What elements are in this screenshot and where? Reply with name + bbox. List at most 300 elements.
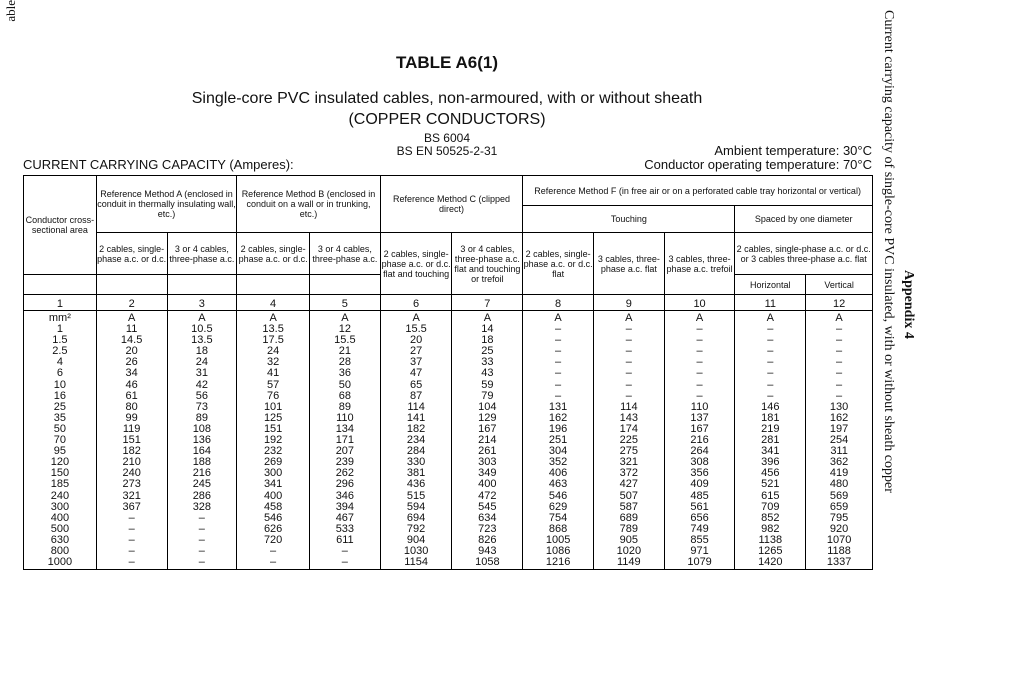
table-cell: 25 [481,345,494,358]
table-cell: – [128,556,135,569]
table-cell: 656 [690,511,709,524]
table-cell: 328 [192,500,212,513]
table-cell: 1265 [758,544,783,557]
table-cell: 167 [690,422,709,435]
table-cell: 545 [478,500,497,513]
table-cell: 855 [690,533,709,546]
table-cell: 59 [481,378,494,391]
table-cell: – [696,323,703,336]
table-cell: 254 [829,434,849,447]
table-cell: 167 [478,422,497,435]
unit-cell: A [625,312,633,324]
table-cell: 905 [619,533,639,546]
table-cell: 162 [548,411,568,424]
unit-cell: A [835,312,843,324]
table-cell: 463 [548,478,568,491]
table-cell: 826 [478,533,497,546]
table-cell: – [555,345,562,358]
table-cell: – [696,367,703,380]
column-number: 8 [523,295,594,311]
table-cell: 27 [409,345,423,358]
header-col-b2: 3 or 4 cables, three-phase a.c. [310,233,381,275]
table-cell: – [270,556,277,569]
column-number: 9 [593,295,664,311]
table-cell: 286 [192,489,212,502]
capacity-grid [23,175,873,570]
table-cell: 352 [548,456,568,469]
table-cell: – [555,389,562,402]
table-cell: 533 [335,522,355,535]
table-cell: 507 [619,489,639,502]
table-cell: 262 [335,467,355,480]
table-cell: – [836,323,843,336]
header-spacer-3 [167,275,237,295]
table-cell: 1149 [617,556,641,569]
table-cell: 284 [406,445,426,458]
header-method-a: Reference Method A (enclosed in conduit in thermally insulating wall, etc.) [96,176,236,233]
table-cell: 110 [336,411,354,424]
table-cell: 304 [548,445,568,458]
table-cell: 4 [56,356,63,369]
table-cell: 362 [829,456,849,469]
table-cell: – [696,389,703,402]
table-cell: 709 [761,500,780,513]
header-touching: Touching [523,206,735,233]
table-cell: 456 [761,467,780,480]
header-method-c: Reference Method C (clipped direct) [380,176,523,233]
table-cell: 37 [409,356,423,369]
table-cell: – [836,356,843,369]
table-cell: 587 [619,500,639,513]
table-cell: 171 [335,434,355,447]
table-cell: 80 [125,400,138,413]
table-cell: 197 [829,422,849,435]
table-cell: 472 [478,489,497,502]
table-cell: 89 [338,400,351,413]
table-cell: 10 [53,378,66,391]
table-cell: – [836,378,843,391]
table-cell: 2.5 [52,345,68,358]
table-cell: 694 [406,511,426,524]
table-cell: 6 [56,367,63,380]
table-cell: 1086 [545,544,571,557]
table-cell: 269 [263,456,283,469]
table-cell: 1079 [687,556,712,569]
standard-bs6004: BS 6004 [423,131,471,145]
table-cell: 630 [50,533,70,546]
table-cell: 114 [620,400,638,413]
table-cell: 216 [690,434,709,447]
table-cell: 16 [53,389,66,402]
header-spacer-1 [24,275,97,295]
table-cell: 852 [761,511,780,524]
table-cell: 1000 [47,556,73,569]
table-cell: 146 [761,400,780,413]
unit-cell: A [695,312,704,324]
table-cell: 381 [406,467,426,480]
table-cell: – [198,511,205,524]
column-values [664,311,735,570]
table-cell: 32 [266,356,280,369]
table-cell: 119 [122,422,141,435]
table-cell: 356 [690,467,709,480]
table-cell: 1337 [826,556,852,569]
table-cell: 26 [125,356,138,369]
table-cell: 73 [195,400,208,413]
column-number: 10 [664,295,735,311]
table-cell: 275 [619,445,639,458]
table-cell: – [767,389,774,402]
table-cell: 1070 [826,533,852,546]
unit-cell: A [483,312,492,324]
table-cell: – [128,533,135,546]
column-number: 1 [24,295,97,311]
table-cell: 372 [619,467,639,480]
table-cell: – [625,345,632,358]
table-cell: 192 [263,434,283,447]
table-cell: 21 [338,345,351,358]
column-number: 12 [806,295,873,311]
column-values [806,311,873,570]
table-cell: 151 [263,422,283,435]
column-number: 5 [310,295,381,311]
table-cell: 10.5 [191,323,213,336]
table-cell: 41 [266,367,280,380]
table-cell: – [696,378,703,391]
header-col-c1: 2 cables, single-phase a.c. or d.c. flat and touching [380,233,452,295]
table-cell: 264 [690,445,709,458]
header-spacer-5 [310,275,381,295]
table-cell: 629 [548,500,568,513]
table-cell: – [625,378,632,391]
table-cell: 216 [192,467,212,480]
table-cell: 321 [122,489,141,502]
header-conductor: Conductor cross-sectional area [24,176,97,275]
header-vertical: Vertical [806,275,873,295]
table-cell: 789 [619,522,639,535]
table-cell: 754 [548,511,568,524]
table-cell: 24 [266,345,280,358]
header-col-a1: 2 cables, single-phase a.c. or d.c. [96,233,167,275]
table-cell: 68 [338,389,351,402]
table-cell: 234 [406,434,426,447]
table-cell: 1.5 [52,334,68,347]
table-cell: 689 [619,511,639,524]
table-cell: 18 [195,345,208,358]
table-cell: 723 [478,522,497,535]
table-cell: 42 [195,378,208,391]
table-cell: 792 [406,522,426,535]
table-cell: 273 [122,478,141,491]
column-number-row [24,295,873,311]
unit-cell: A [554,312,562,324]
table-cell: 1030 [403,544,429,557]
table-cell: 281 [761,434,780,447]
table-cell: 210 [122,456,141,469]
header-spaced: Spaced by one diameter [735,206,873,233]
table-cell: – [767,323,774,336]
table-cell: 56 [195,389,208,402]
table-cell: 427 [619,478,639,491]
header-col-a2: 3 or 4 cables, three-phase a.c. [167,233,237,275]
table-cell: 65 [409,378,423,391]
column-number: 11 [735,295,806,311]
table-cell: 749 [690,522,709,535]
table-cell: 546 [263,511,283,524]
table-cell: 659 [829,500,849,513]
table-cell: 1005 [545,533,571,546]
table-cell: – [198,522,205,535]
table-cell: 1020 [616,544,642,557]
column-values [310,311,381,570]
table-cell: 207 [335,445,355,458]
table-cell: – [836,345,843,358]
table-cell: 569 [829,489,849,502]
table-cell: 43 [481,367,494,380]
table-cell: 79 [481,389,494,402]
table-cell: 61 [125,389,138,402]
table-cell: 174 [619,422,639,435]
table-cell: 261 [478,445,497,458]
column-values [24,311,97,570]
table-cell: 225 [619,434,639,447]
table-cell: – [128,544,135,557]
table-cell: 70 [53,434,66,447]
column-number: 7 [452,295,523,311]
table-cell: 20 [125,345,138,358]
table-cell: 400 [50,511,70,524]
header-col-spaced: 2 cables, single-phase a.c. or d.c. or 3 cables three-phase a.c. flat [735,233,873,275]
table-cell: 308 [690,456,709,469]
table-cell: 634 [478,511,497,524]
table-cell: 943 [478,544,497,557]
table-cell: 50 [53,422,66,435]
table-cell: 14 [481,323,494,336]
table-cell: 400 [263,489,283,502]
column-number: 3 [167,295,237,311]
table-cell: 219 [761,422,780,435]
table-cell: 136 [192,434,212,447]
table-cell: 131 [548,400,568,413]
table-cell: 367 [122,500,141,513]
table-cell: 561 [690,500,709,513]
table-cell: 458 [263,500,283,513]
table-cell: – [198,556,205,569]
table-cell: 1188 [827,544,851,557]
header-spacer-2 [96,275,167,295]
column-number: 2 [96,295,167,311]
table-cell: 480 [829,478,849,491]
table-cell: 120 [50,456,70,469]
table-cell: 20 [409,334,423,347]
table-cell: 182 [406,422,426,435]
table-cell: – [767,356,774,369]
table-cell: 1058 [475,556,500,569]
table-cell: – [128,522,135,535]
column-values [593,311,664,570]
table-cell: 515 [406,489,426,502]
table-cell: – [767,334,774,347]
table-cell: 15.5 [334,334,356,347]
table-cell: 196 [548,422,568,435]
table-cell: – [555,334,562,347]
table-cell: 341 [761,445,780,458]
table-cell: 467 [335,511,355,524]
table-cell: 99 [125,411,138,424]
table-cell: 1138 [758,533,783,546]
table-cell: – [625,356,632,369]
table-cell: 419 [829,467,849,480]
corner-fragment: able [3,0,18,22]
table-cell: 11 [125,323,138,336]
table-cell: 720 [263,533,283,546]
header-col-f2: 3 cables, three-phase a.c. flat [593,233,664,295]
table-cell: – [836,367,843,380]
column-number: 4 [237,295,310,311]
table-cell: 89 [195,411,208,424]
table-cell: 245 [192,478,212,491]
column-values [237,311,310,570]
table-cell: 185 [50,478,70,491]
table-cell: 13.5 [262,323,284,336]
table-cell: – [341,556,348,569]
table-cell: 400 [478,478,497,491]
ambient-temperature: Ambient temperature: 30°C [714,143,872,158]
header-col-c2: 3 or 4 cables, three-phase a.c. flat and touching or trefoil [452,233,523,295]
unit-cell: mm² [48,312,71,324]
table-cell: 87 [409,389,423,402]
table-cell: 615 [761,489,780,502]
table-cell: 76 [266,389,280,402]
unit-cell: A [269,312,277,324]
table-cell: 95 [53,445,66,458]
table-cell: 611 [336,533,354,546]
table-cell: 130 [829,400,849,413]
table-cell: – [696,334,703,347]
table-cell: 164 [192,445,212,458]
unit-cell: A [127,312,136,324]
subtitle-line-1: Single-core PVC insulated cables, non-armoured, with or without sheath [191,90,703,107]
header-spacer-4 [237,275,310,295]
table-cell: 394 [335,500,355,513]
standard-bsen: BS EN 50525-2-31 [396,144,498,158]
table-cell: 485 [690,489,709,502]
table-cell: – [767,367,774,380]
table-cell: 36 [338,367,351,380]
table-cell: 1 [56,323,63,336]
table-cell: 311 [830,445,848,458]
table-cell: 15.5 [405,323,427,336]
table-cell: – [270,544,277,557]
table-cell: – [696,356,703,369]
table-cell: 240 [122,467,141,480]
table-cell: 125 [263,411,283,424]
operating-temperature: Conductor operating temperature: 70°C [644,157,872,172]
table-cell: 47 [409,367,423,380]
values-row [24,311,873,570]
table-cell: – [767,345,774,358]
table-cell: – [555,378,562,391]
table-cell: – [836,334,843,347]
table-cell: – [767,378,774,391]
table-cell: 904 [406,533,426,546]
table-cell: 626 [263,522,283,535]
header-horizontal: Horizontal [735,275,806,295]
appendix-heading: Appendix 4 [901,270,916,339]
table-cell: 141 [406,411,426,424]
table-cell: 406 [548,467,568,480]
table-cell: 239 [335,456,355,469]
column-number: 6 [380,295,452,311]
table-title: TABLE A6(1) [396,53,498,72]
table-cell: 436 [406,478,426,491]
unit-cell: A [198,312,206,324]
table-cell: 240 [50,489,70,502]
table-cell: 104 [478,400,497,413]
table-cell: 330 [406,456,426,469]
table-cell: 12 [338,323,351,336]
table-cell: 110 [690,400,709,413]
table-cell: 181 [761,411,780,424]
table-cell: 232 [263,445,283,458]
table-cell: 321 [619,456,639,469]
column-values [167,311,237,570]
ccc-label: CURRENT CARRYING CAPACITY (Amperes): [23,157,294,172]
table-cell: 57 [266,378,280,391]
column-values [96,311,167,570]
header-col-f3: 3 cables, three-phase a.c. trefoil [664,233,735,295]
table-cell: 28 [338,356,351,369]
header-col-f1: 2 cables, single-phase a.c. or d.c. flat [523,233,594,295]
table-cell: 35 [53,411,66,424]
table-cell: 34 [125,367,138,380]
table-cell: 14.5 [120,334,143,347]
table-cell: 151 [122,434,141,447]
table-cell: 341 [263,478,283,491]
table-cell: 188 [192,456,212,469]
table-cell: 182 [122,445,141,458]
table-cell: 108 [192,422,212,435]
column-values [523,311,594,570]
table-cell: – [625,323,632,336]
table-cell: – [625,389,632,402]
table-cell: 25 [53,400,66,413]
table-cell: 346 [335,489,355,502]
table-cell: 971 [690,544,709,557]
table-cell: 33 [481,356,494,369]
table-cell: 500 [50,522,70,535]
table-cell: 303 [478,456,497,469]
table-cell: – [555,323,562,336]
table-cell: 920 [829,522,849,535]
table-cell: 396 [761,456,780,469]
table-cell: 31 [195,367,208,380]
table-cell: – [625,367,632,380]
table-cell: 296 [335,478,355,491]
table-cell: 150 [50,467,70,480]
table-cell: 17.5 [262,334,284,347]
table-cell: 50 [338,378,351,391]
table-cell: – [555,356,562,369]
table-cell: 114 [407,400,425,413]
appendix-caption: Current carrying capacity of single-core PVC insulated, with or without sheath copper [881,10,896,493]
column-values [380,311,452,570]
table-cell: 134 [335,422,355,435]
table-cell: 101 [263,400,283,413]
table-cell: 521 [761,478,780,491]
table-cell: 24 [195,356,208,369]
table-cell: – [625,334,632,347]
